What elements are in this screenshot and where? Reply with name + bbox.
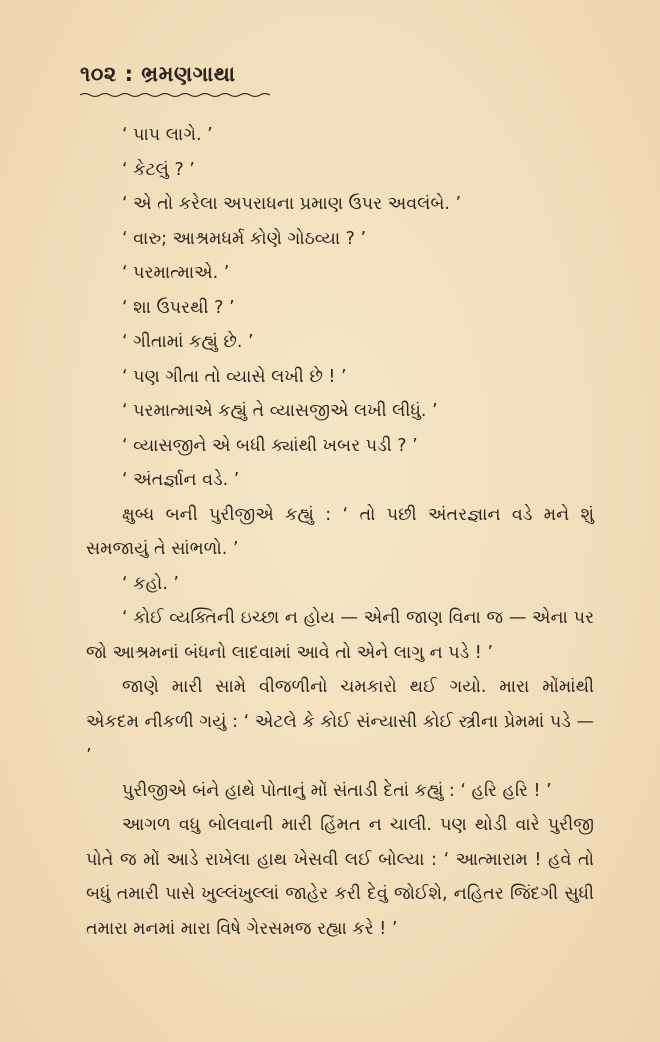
dialogue-line: ‘ ગીતામાં કહ્યું છે. ’: [122, 332, 254, 352]
dialogue-line: ‘ વ્યાસજીને એ બધી ક્યાંથી ખબર પડી ? ’: [122, 435, 418, 456]
dialogue-line: ‘ અંતર્જ્ઞાન વડે. ’: [122, 470, 240, 490]
dialogue-line: ‘ કહો. ’: [122, 573, 179, 594]
dialogue-line: ‘ પરમાત્માએ કહ્યું તે વ્યાસજીએ લખી લીધું. ’: [122, 401, 438, 421]
running-header: [80, 62, 235, 87]
book-title: ભ્રમણગાથા: [141, 62, 236, 86]
dialogue-line: ‘ એ તો કરેલા અપરાધના પ્રમાણ ઉપર અવલંબે. ’: [122, 194, 462, 214]
header-wavy-rule: [80, 92, 270, 98]
dialogue-line: ‘ વારુ; આશ્રમધર્મ કોણે ગોઠવ્યા ? ’: [122, 228, 367, 249]
paragraph: ક્ષુબ્ધ બની પુરીજીએ કહ્યું : ‘ તો પછી અંતરજ્ઞાન વડે મને શું સમજાયું તે સાંભળો. ’: [86, 504, 594, 559]
dialogue-line: ‘ પણ ગીતા તો વ્યાસે લખી છે ! ’: [122, 366, 347, 387]
page-body: [86, 118, 594, 946]
paragraph: આગળ વધુ બોલવાની મારી હિંમત ન ચાલી. પણ થોડી વારે પુરીજી પોતે જ મોં આડે રાખેલા હાથ ખેસવી લઈ બોલ્યા : ‘ આત્મારામ ! હવે તો બધું તમારી પાસે ખુલ્લંખુલ્લાં જાહેર કરી દેવું જોઈશે, નહિતર જિંદગી સુધી તમારા મનમાં મારા વિષે ગેરસમજ રહ્યા કરે ! ’: [86, 815, 594, 939]
dialogue-line: ‘ પાપ લાગે. ’: [122, 125, 213, 145]
header-separator: :: [124, 62, 134, 86]
paragraph: પુરીજીએ બંને હાથે પોતાનું મોં સંતાડી દેતાં કહ્યું : ‘ હરિ હરિ ! ’: [122, 780, 552, 801]
paragraph: જાણે મારી સામે વીજળીનો ચમકારો થઈ ગયો. મારા મોંમાંથી એકદમ નીકળી ગયું : ‘ એટલે કે કોઈ સંન્યાસી કોઈ સ્ત્રીના પ્રેમમાં પડે — ’: [86, 677, 594, 766]
dialogue-line: ‘ પરમાત્માએ. ’: [122, 263, 230, 283]
paragraph: ‘ કોઈ વ્યક્તિની ઇચ્છા ન હોય — એની જાણ વિના જ — એના પર જો આશ્રમનાં બંધનો લાદવામાં આવે તો એને લાગુ ન પડે ! ’: [86, 608, 594, 663]
dialogue-line: ‘ કેટલું ? ’: [122, 159, 195, 180]
dialogue-line: ‘ શા ઉપરથી ? ’: [122, 297, 235, 318]
page-number: ૧૦૨: [80, 62, 117, 86]
